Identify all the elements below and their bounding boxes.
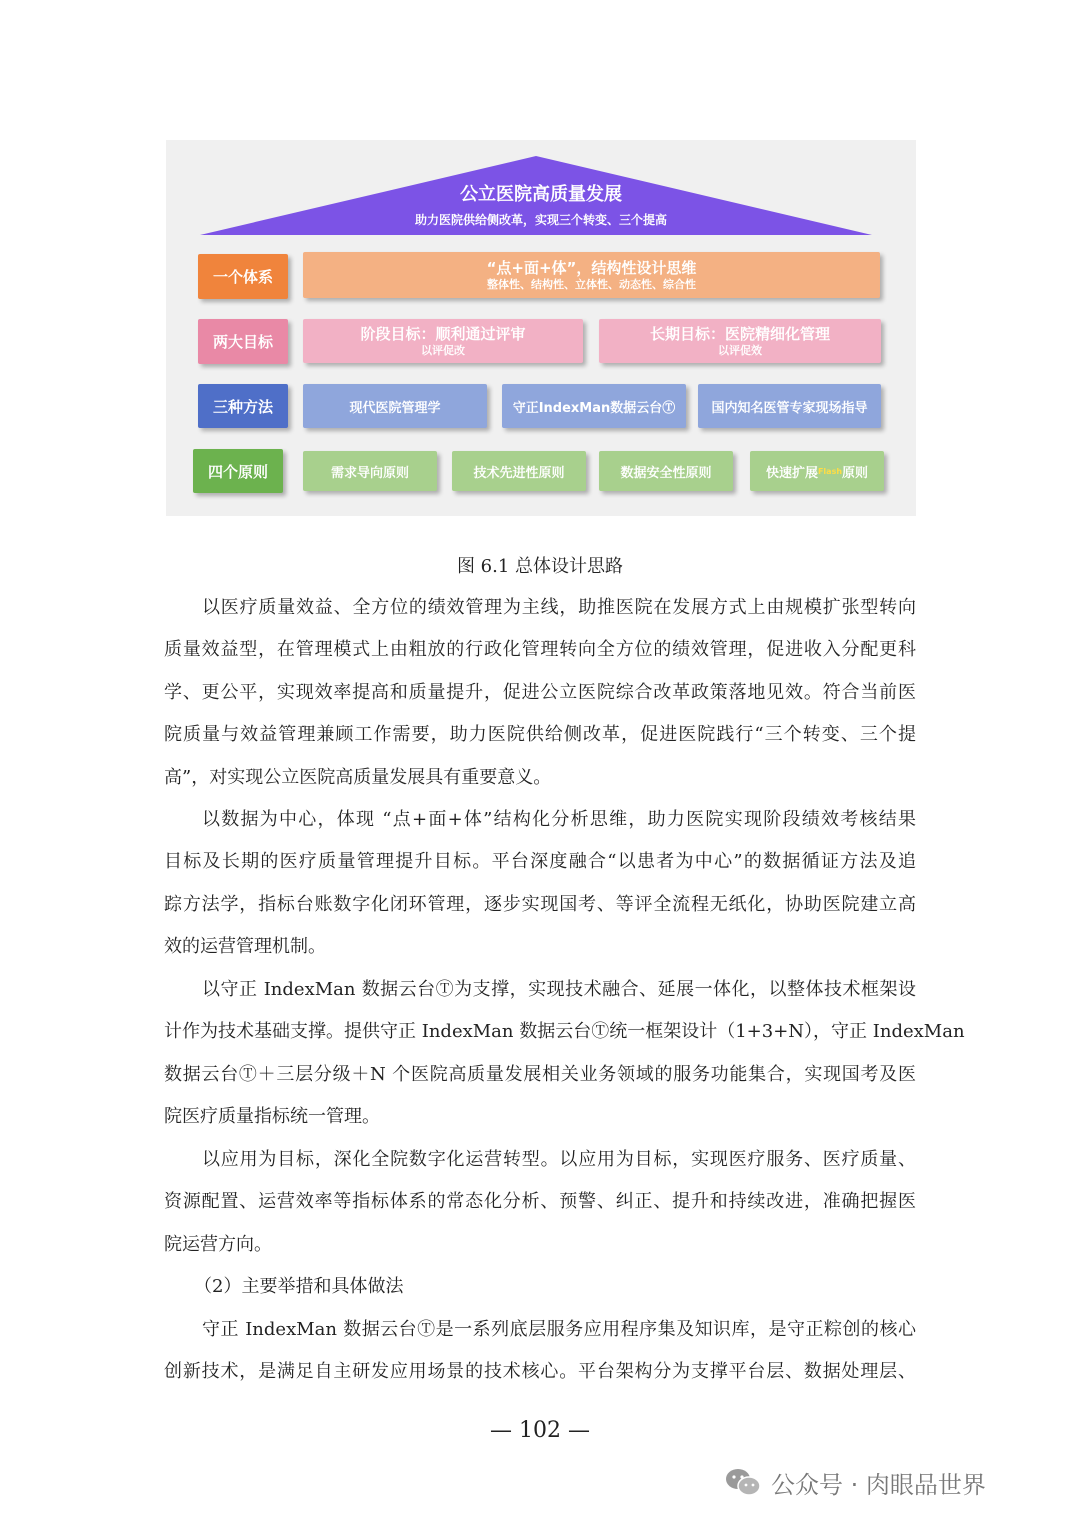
text-line: 以医疗质量效益、全方位的绩效管理为主线，助推医院在发展方式上由规模扩张型转向 xyxy=(202,597,916,618)
goal-stage-sub: 以评促改 xyxy=(421,343,465,357)
text-line: 计作为技术基础支撑。提供守正 IndexMan 数据云台Ⓣ统一框架设计（1+3+N），守正 IndexMan xyxy=(164,1021,965,1043)
text-line: 学、更公平，实现效率提高和质量提升，促进公立医院综合改革政策落地见效。符合当前医 xyxy=(164,681,916,703)
goal-stage-box xyxy=(303,319,583,363)
paragraph-5 xyxy=(164,1309,916,1394)
text-line: 院运营方向。 xyxy=(164,1233,272,1255)
paragraph-3 xyxy=(164,969,965,1139)
text-line: 目标及长期的医疗质量管理提升目标。平台深度融合“以患者为中心”的数据循证方法及追 xyxy=(164,851,916,873)
text-line: 高”，对实现公立医院高质量发展具有重要意义。 xyxy=(164,766,552,788)
row-label-methods: 三种方法 xyxy=(198,384,288,428)
goal-long-sub: 以评促效 xyxy=(718,343,762,357)
principle-4-text-end: 原则 xyxy=(842,465,869,481)
design-figure xyxy=(166,140,916,516)
system-sub: 整体性、结构性、立体性、动态性、综合性 xyxy=(487,277,696,291)
text-line: 质量效益型，在管理模式上由粗放的行政化管理转向全方位的绩效管理，促进收入分配更科 xyxy=(164,639,916,661)
text-line: 以数据为中心，体现 “点+面+体”结构化分析思维，助力医院实现阶段绩效考核结果 xyxy=(202,809,916,830)
text-line: 创新技术，是满足自主研发应用场景的技术核心。平台架构分为支撑平台层、数据处理层、 xyxy=(164,1361,916,1383)
system-box xyxy=(303,252,880,298)
page-number: — 102 — xyxy=(490,1418,590,1443)
wechat-icon xyxy=(725,1467,761,1497)
text-line: 资源配置、运营效率等指标体系的常态化分析、预警、纠正、提升和持续改进，准确把握医 xyxy=(164,1191,916,1213)
figure-caption: 图 6.1 总体设计思路 xyxy=(456,556,624,577)
method-box-1: 现代医院管理学 xyxy=(303,384,487,428)
roof-subtitle: 助力医院供给侧改革，实现三个转变、三个提高 xyxy=(414,213,667,227)
section-heading xyxy=(164,1266,916,1308)
heading-text: （2）主要举措和具体做法 xyxy=(194,1276,404,1297)
text-line: 效的运营管理机制。 xyxy=(164,936,326,958)
text-line: 以应用为目标，深化全院数字化运营转型。以应用为目标，实现医疗服务、医疗质量、 xyxy=(202,1149,916,1170)
row-label-principles: 四个原则 xyxy=(193,449,283,493)
text-line: 院质量与效益管理兼顾工作需要，助力医院供给侧改革，促进医院践行“三个转变、三个提 xyxy=(164,724,916,746)
principle-box-1: 需求导向原则 xyxy=(303,451,437,491)
roof-title: 公立医院高质量发展 xyxy=(460,184,622,205)
method-box-3: 国内知名医管专家现场指导 xyxy=(698,384,881,428)
row-label-system: 一个体系 xyxy=(198,254,288,299)
method-box-2: 守正IndexMan数据云台Ⓣ xyxy=(502,384,686,428)
principle-4-text: 快速扩展 xyxy=(765,465,818,481)
text-line: 守正 IndexMan 数据云台Ⓣ是一系列底层服务应用程序集及知识库，是守正粽创的核心 xyxy=(202,1319,916,1340)
text-line: 院医疗质量指标统一管理。 xyxy=(164,1106,380,1128)
goal-long-box xyxy=(599,319,881,363)
principle-box-2: 技术先进性原则 xyxy=(452,451,586,491)
watermark xyxy=(725,1462,986,1502)
system-title: “点+面+体”，结构性设计思维 xyxy=(486,258,697,277)
principle-box-3: 数据安全性原则 xyxy=(599,451,733,491)
goal-long-title: 长期目标：医院精细化管理 xyxy=(649,324,830,343)
text-line: 数据云台Ⓣ＋三层分级＋N 个医院高质量发展相关业务领域的服务功能集合，实现国考及医 xyxy=(164,1063,916,1085)
flash-label: Flash xyxy=(817,466,843,476)
text-line: 踪方法学，指标台账数字化闭环管理，逐步实现国考、等评全流程无纸化，协助医院建立高 xyxy=(164,893,916,915)
row-label-goals: 两大目标 xyxy=(198,319,288,364)
text-line: 以守正 IndexMan 数据云台Ⓣ为支撑，实现技术融合、延展一体化，以整体技术框架设 xyxy=(202,979,916,1000)
principle-box-4 xyxy=(750,451,884,491)
paragraph-4 xyxy=(164,1139,916,1266)
watermark-text: 公众号 · 肉眼品世界 xyxy=(771,1470,986,1499)
goal-stage-title: 阶段目标：顺利通过评审 xyxy=(360,324,526,343)
paragraph-1 xyxy=(164,587,916,799)
paragraph-2 xyxy=(164,799,916,969)
